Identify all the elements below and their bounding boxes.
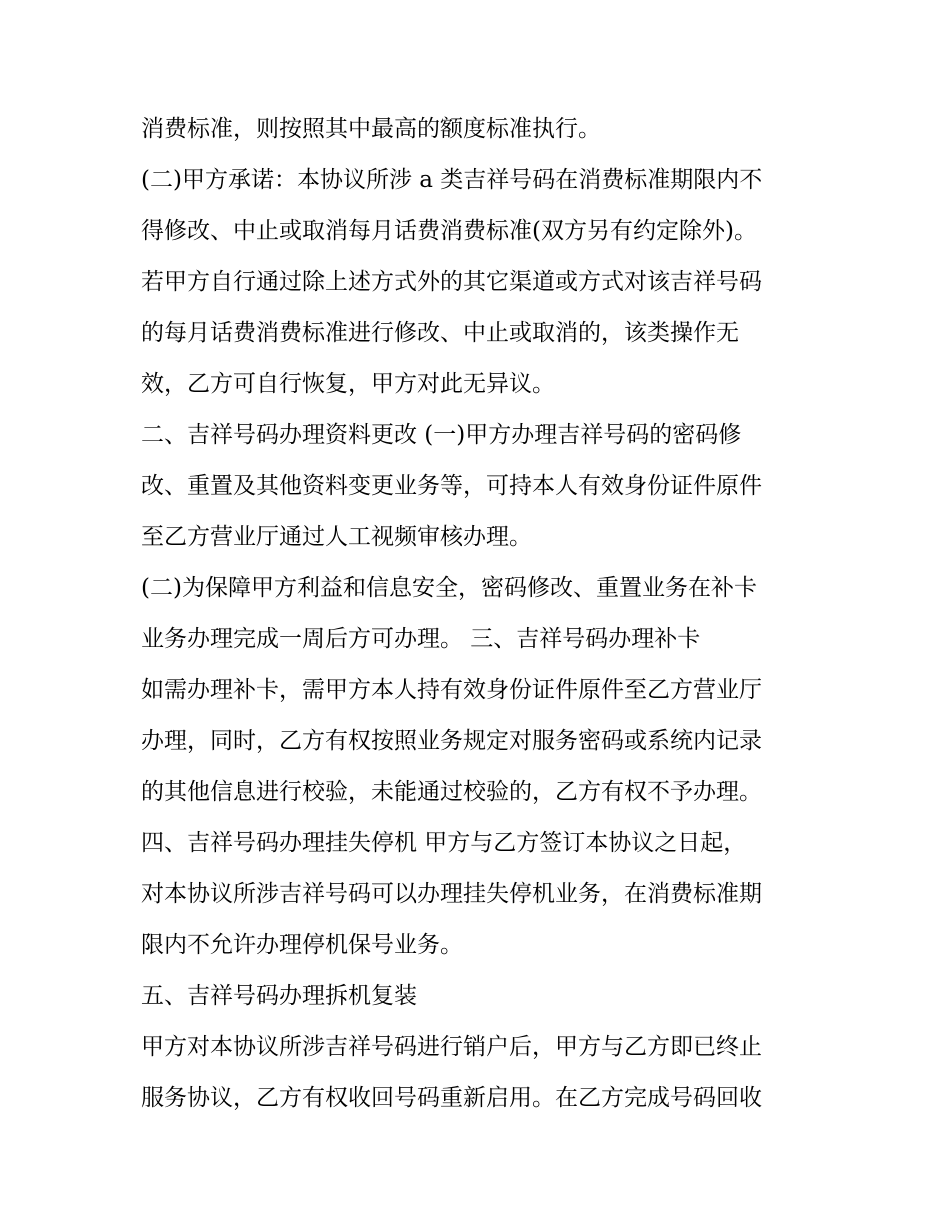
text-line: 办理，同时，乙方有权按照业务规定对服务密码或系统内记录	[141, 728, 762, 754]
text-line: 限内不允许办理停机保号业务。	[141, 932, 463, 958]
text-line: 业务办理完成一周后方可办理。 三、吉祥号码办理补卡	[141, 626, 701, 652]
text-line: 至乙方营业厅通过人工视频审核办理。	[141, 524, 532, 550]
text-line: (二)为保障甲方利益和信息安全，密码修改、重置业务在补卡	[141, 575, 757, 601]
section-heading-line: 四、吉祥号码办理挂失停机 甲方与乙方签订本协议之日起，	[141, 830, 747, 856]
text-line: (二)甲方承诺：本协议所涉 a 类吉祥号码在消费标准期限内不	[141, 167, 763, 193]
text-line: 效，乙方可自行恢复，甲方对此无异议。	[141, 371, 555, 397]
text-line: 改、重置及其他资料变更业务等，可持本人有效身份证件原件	[141, 473, 762, 499]
text-line: 得修改、中止或取消每月话费消费标准(双方另有约定除外)。	[141, 218, 757, 244]
text-line: 消费标准，则按照其中最高的额度标准执行。	[141, 116, 601, 142]
text-line: 若甲方自行通过除上述方式外的其它渠道或方式对该吉祥号码	[141, 269, 762, 295]
section-heading-line: 五、吉祥号码办理拆机复装	[141, 983, 417, 1009]
text-line: 甲方对本协议所涉吉祥号码进行销户后，甲方与乙方即已终止	[141, 1034, 762, 1060]
section-heading-line: 二、吉祥号码办理资料更改 (一)甲方办理吉祥号码的密码修	[141, 422, 742, 448]
text-line: 的每月话费消费标准进行修改、中止或取消的，该类操作无	[141, 320, 739, 346]
text-line: 的其他信息进行校验，未能通过校验的，乙方有权不予办理。	[141, 779, 762, 805]
text-line: 对本协议所涉吉祥号码可以办理挂失停机业务，在消费标准期	[141, 881, 762, 907]
text-line: 服务协议，乙方有权收回号码重新启用。在乙方完成号码回收	[141, 1085, 762, 1111]
text-line: 如需办理补卡，需甲方本人持有效身份证件原件至乙方营业厅	[141, 677, 762, 703]
body-text	[141, 104, 831, 1124]
